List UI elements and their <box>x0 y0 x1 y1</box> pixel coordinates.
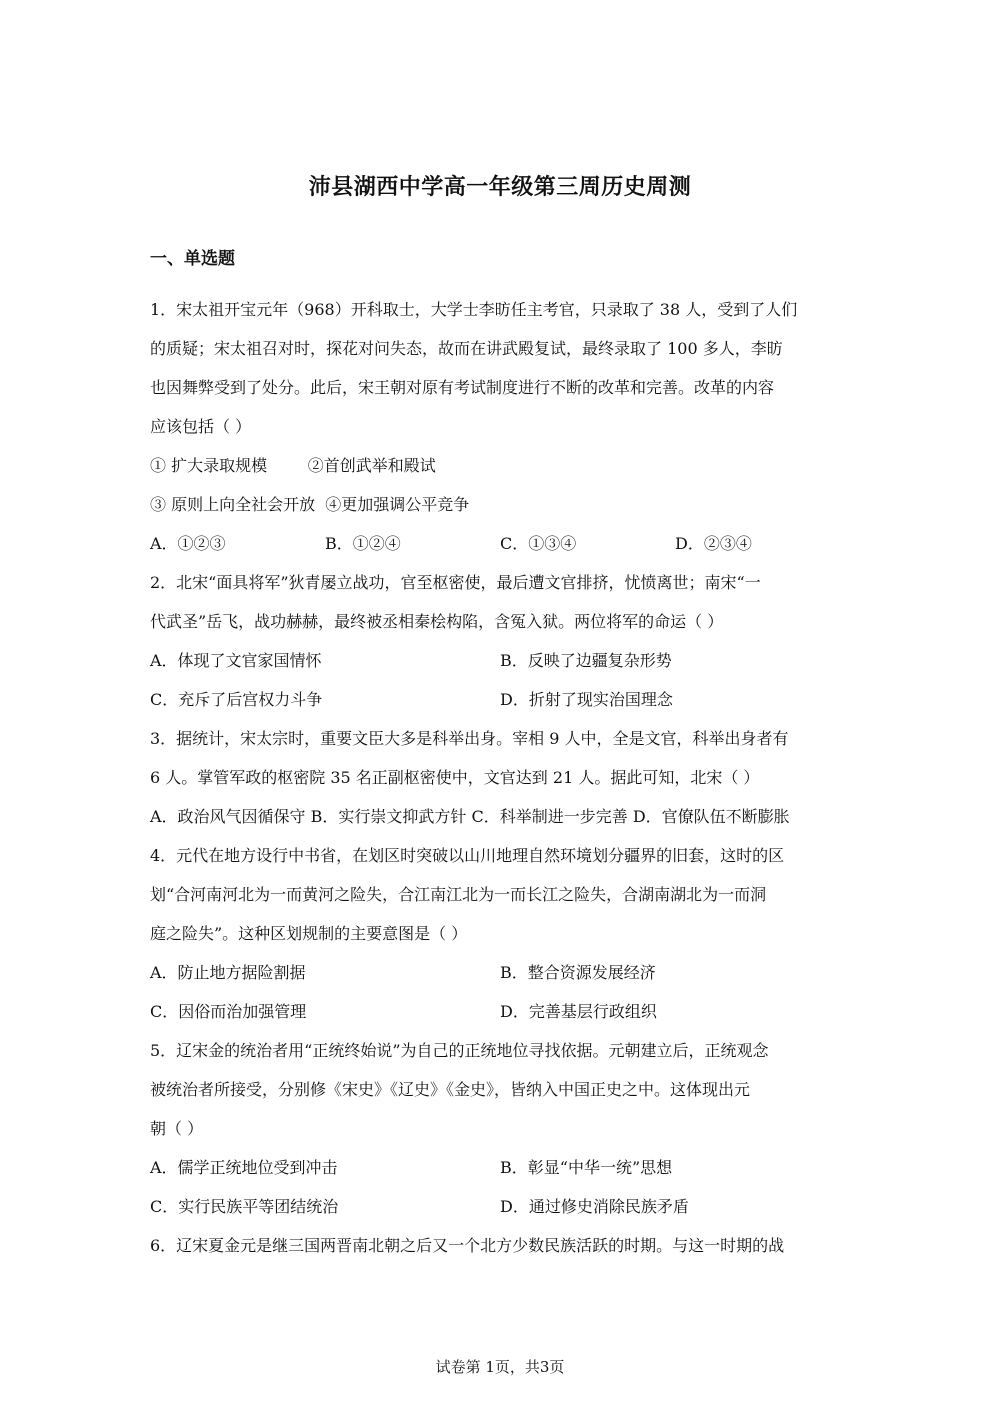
question-line: 朝（ ） <box>150 1119 204 1138</box>
options-row <box>150 1187 850 1226</box>
option-d: D．完善基层行政组织 <box>500 1002 657 1021</box>
question-line: 4．元代在地方设行中书省，在划区时突破以山川地理自然环境划分疆界的旧套，这时的区 <box>150 846 785 865</box>
question-3 <box>150 719 850 836</box>
option-c: C．①③④ <box>500 534 577 553</box>
question-line: 代武圣”岳飞，战功赫赫，最终被丞相秦桧构陷，含冤入狱。两位将军的命运（ ） <box>150 612 724 631</box>
question-line: 5．辽宋金的统治者用“正统终始说”为自己的正统地位寻找依据。元朝建立后，正统观念 <box>150 1041 769 1060</box>
option-a: A．防止地方据险割据 <box>150 963 306 982</box>
question-1 <box>150 290 850 563</box>
question-line: 划“合河南河北为一而黄河之险失，合江南江北为一而长江之险失，合湖南湖北为一而洞 <box>150 885 767 904</box>
page-footer: 试卷第 1页，共3页 <box>435 1358 565 1376</box>
option-b: B．①②④ <box>325 534 401 553</box>
options-row <box>150 992 850 1031</box>
question-line: 3．据统计，宋太宗时，重要文臣大多是科举出身。宰相 9 人中，全是文官，科举出身者有 <box>150 729 789 748</box>
question-line: 也因舞弊受到了处分。此后，宋王朝对原有考试制度进行不断的改革和完善。改革的内容 <box>150 378 775 397</box>
question-4 <box>150 836 850 1031</box>
question-line: 1．宋太祖开宝元年（968）开科取士，大学士李昉任主考官，只录取了 38 人，受到了人们 <box>150 300 798 319</box>
options-line: A．政治风气因循保守 B．实行崇文抑武方针 C．科举制进一步完善 D．官僚队伍不断膨胀 <box>150 807 790 826</box>
option-c: C．因俗而治加强管理 <box>150 1002 307 1021</box>
questions-body <box>150 290 850 1265</box>
question-line: 6 人。掌管军政的枢密院 35 名正副枢密使中，文官达到 21 人。据此可知，北宋（ ） <box>150 768 760 787</box>
question-line: 应该包括（ ） <box>150 417 252 436</box>
question-6 <box>150 1226 850 1265</box>
question-line: 的质疑；宋太祖召对时，探花对问失态，故而在讲武殿复试，最终录取了 100 多人，李昉 <box>150 339 783 358</box>
option-b: B．整合资源发展经济 <box>500 963 656 982</box>
option-a: A．①②③ <box>150 534 226 553</box>
options-row <box>150 680 850 719</box>
option-c: C．实行民族平等团结统治 <box>150 1197 339 1216</box>
page-title: 沛县湖西中学高一年级第三周历史周测 <box>308 175 692 200</box>
options-row <box>150 1148 850 1187</box>
question-line: 被统治者所接受，分别修《宋史》《辽史》《金史》，皆纳入中国正史之中。这体现出元 <box>150 1080 751 1099</box>
question-5 <box>150 1031 850 1226</box>
option-c: C．充斥了后宫权力斗争 <box>150 690 323 709</box>
question-line: 2．北宋“面具将军”狄青屡立战功，官至枢密使，最后遭文官排挤，忧愤离世；南宋“一 <box>150 573 761 592</box>
option-a: A．体现了文官家国情怀 <box>150 651 322 670</box>
question-line: 6．辽宋夏金元是继三国两晋南北朝之后又一个北方少数民族活跃的时期。与这一时期的战 <box>150 1236 785 1255</box>
statement-line: ① 扩大录取规模 ②首创武举和殿试 <box>150 456 436 475</box>
options-row <box>150 641 850 680</box>
question-line: 庭之险失”。这种区划规制的主要意图是（ ） <box>150 924 468 943</box>
statement-line: ③ 原则上向全社会开放 ④更加强调公平竞争 <box>150 495 470 514</box>
option-b: B．反映了边疆复杂形势 <box>500 651 672 670</box>
options-row <box>150 524 850 563</box>
options-row <box>150 953 850 992</box>
question-2 <box>150 563 850 719</box>
option-d: D．折射了现实治国理念 <box>500 690 673 709</box>
option-d: D．②③④ <box>675 534 752 553</box>
section-heading: 一、单选题 <box>150 249 235 269</box>
option-a: A．儒学正统地位受到冲击 <box>150 1158 338 1177</box>
option-d: D．通过修史消除民族矛盾 <box>500 1197 689 1216</box>
option-b: B．彰显“中华一统”思想 <box>500 1158 673 1177</box>
